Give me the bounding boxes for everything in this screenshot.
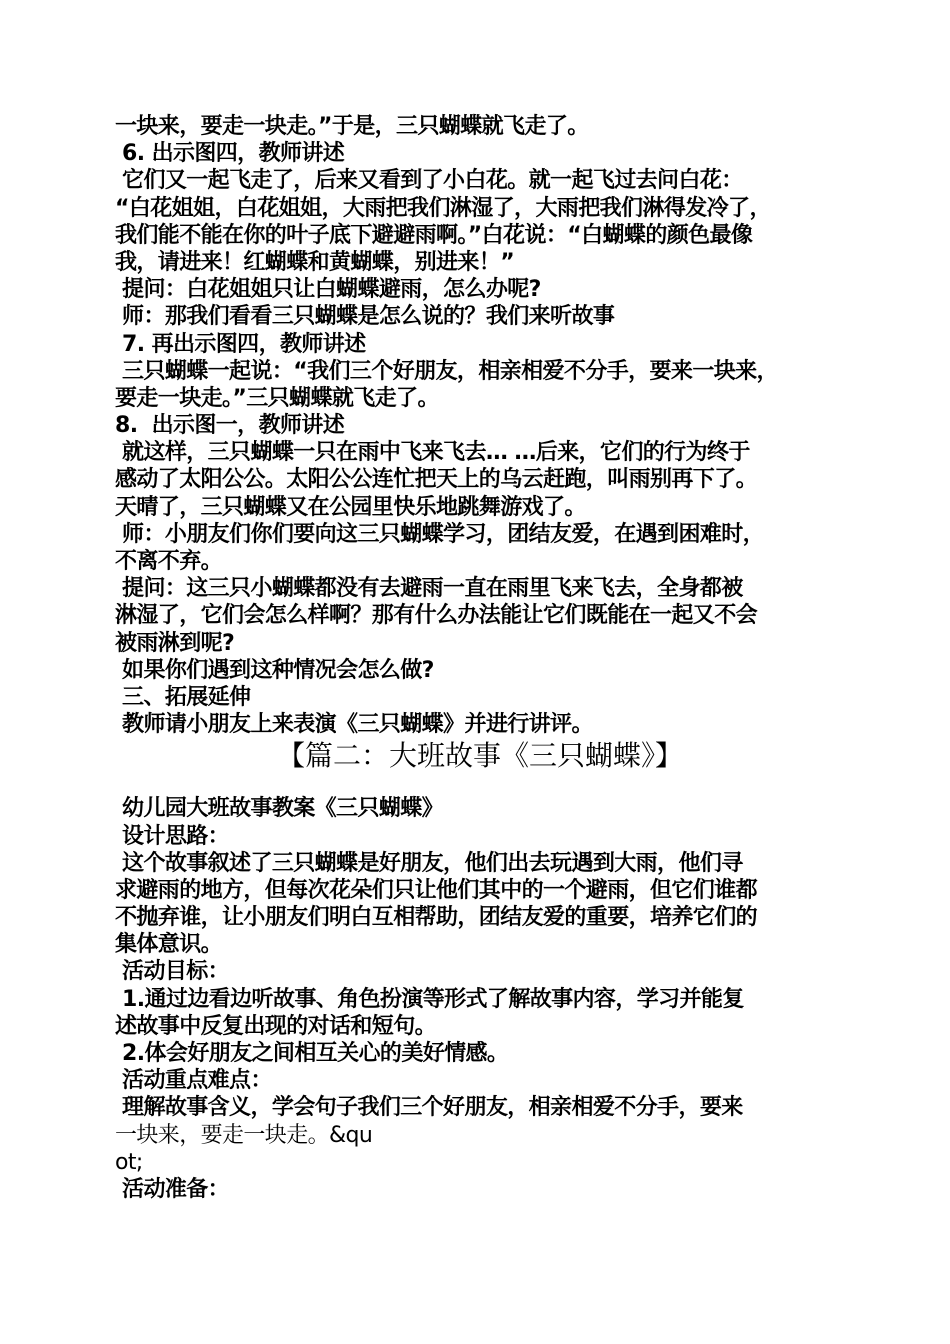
text-line: 师：那我们看看三只蝴蝶是怎么说的？我们来听故事 <box>115 304 615 330</box>
text-line: 2.体会好朋友之间相互关心的美好情感。 <box>115 1041 509 1066</box>
text-line: 6. 出示图四，教师讲述 <box>115 141 345 167</box>
text-line: 就这样，三只蝴蝶一只在雨中飞来飞去… …后来，它们的行为终于 <box>115 440 750 466</box>
document-page <box>115 113 845 1203</box>
text-line: 教师请小朋友上来表演《三只蝴蝶》并进行讲评。 <box>115 712 593 738</box>
text-line: 提问：这三只小蝴蝶都没有去避雨一直在雨里飞来飞去，全身都被 <box>115 576 743 602</box>
text-line: 被雨淋到呢? <box>115 630 235 656</box>
text-line: ot; <box>115 1149 143 1175</box>
text-line: 感动了太阳公公。太阳公公连忙把天上的乌云赶跑，叫雨别再下了。 <box>115 467 758 493</box>
text-line: 8. 出示图一，教师讲述 <box>115 413 345 439</box>
section-two-body <box>115 795 845 1203</box>
text-line: 要走一块走。”三只蝴蝶就飞走了。 <box>115 385 439 411</box>
text-line: 我们能不能在你的叶子底下避避雨啊。”白花说：“白蝴蝶的颜色最像 <box>115 222 753 248</box>
text-line: 设计思路： <box>115 823 230 849</box>
text-line: 求避雨的地方，但每次花朵们只让他们其中的一个避雨，但它们谁都 <box>115 877 758 903</box>
text-line: 三只蝴蝶一起说：“我们三个好朋友，相亲相爱不分手，要来一块来， <box>115 358 778 384</box>
text-line: 提问：白花姐姐只让白蝴蝶避雨，怎么办呢? <box>115 277 541 303</box>
heading-spacer <box>115 773 845 795</box>
section-one-body <box>115 113 845 738</box>
text-line: 述故事中反复出现的对话和短句。 <box>115 1013 437 1039</box>
text-line: 理解故事含义，学会句子我们三个好朋友，相亲相爱不分手，要来 <box>115 1095 743 1121</box>
text-line: 集体意识。 <box>115 932 223 958</box>
text-line: 活动重点难点： <box>115 1068 272 1094</box>
text-line: 7. 再出示图四，教师讲述 <box>115 331 366 357</box>
text-line: 活动准备： <box>115 1176 230 1202</box>
text-line: 我，请进来！红蝴蝶和黄蝴蝶，别进来！” <box>115 249 515 275</box>
text-line: 一块来，要走一块走。&qu <box>115 1122 373 1148</box>
text-line: 淋湿了，它们会怎么样啊？那有什么办法能让它们既能在一起又不会 <box>115 603 758 629</box>
text-line: 1.通过边看边听故事、角色扮演等形式了解故事内容，学习并能复 <box>115 986 744 1012</box>
text-line: 一块来，要走一块走。”于是，三只蝴蝶就飞走了。 <box>115 114 589 139</box>
text-line: 它们又一起飞走了，后来又看到了小白花。就一起飞过去问白花： <box>115 168 743 194</box>
text-line: 不抛弃谁，让小朋友们明白互相帮助，团结友爱的重要，培养它们的 <box>115 905 758 931</box>
text-line: 三、拓展延伸 <box>115 684 251 710</box>
text-line: “白花姐姐，白花姐姐，大雨把我们淋湿了，大雨把我们淋得发冷了， <box>115 195 771 221</box>
text-line: 不离不弃。 <box>115 549 223 574</box>
section-heading: 【篇二：大班故事《三只蝴蝶》】 <box>276 739 683 773</box>
text-line: 师：小朋友们你们要向这三只蝴蝶学习，团结友爱，在遇到困难时， <box>115 521 765 547</box>
text-line: 幼儿园大班故事教案《三只蝴蝶》 <box>115 796 444 822</box>
text-line: 如果你们遇到这种情况会怎么做? <box>115 657 434 683</box>
text-line: 天晴了，三只蝴蝶又在公园里快乐地跳舞游戏了。 <box>115 494 586 520</box>
text-line: 这个故事叙述了三只蝴蝶是好朋友，他们出去玩遇到大雨，他们寻 <box>115 850 743 876</box>
text-line: 活动目标： <box>115 959 230 985</box>
